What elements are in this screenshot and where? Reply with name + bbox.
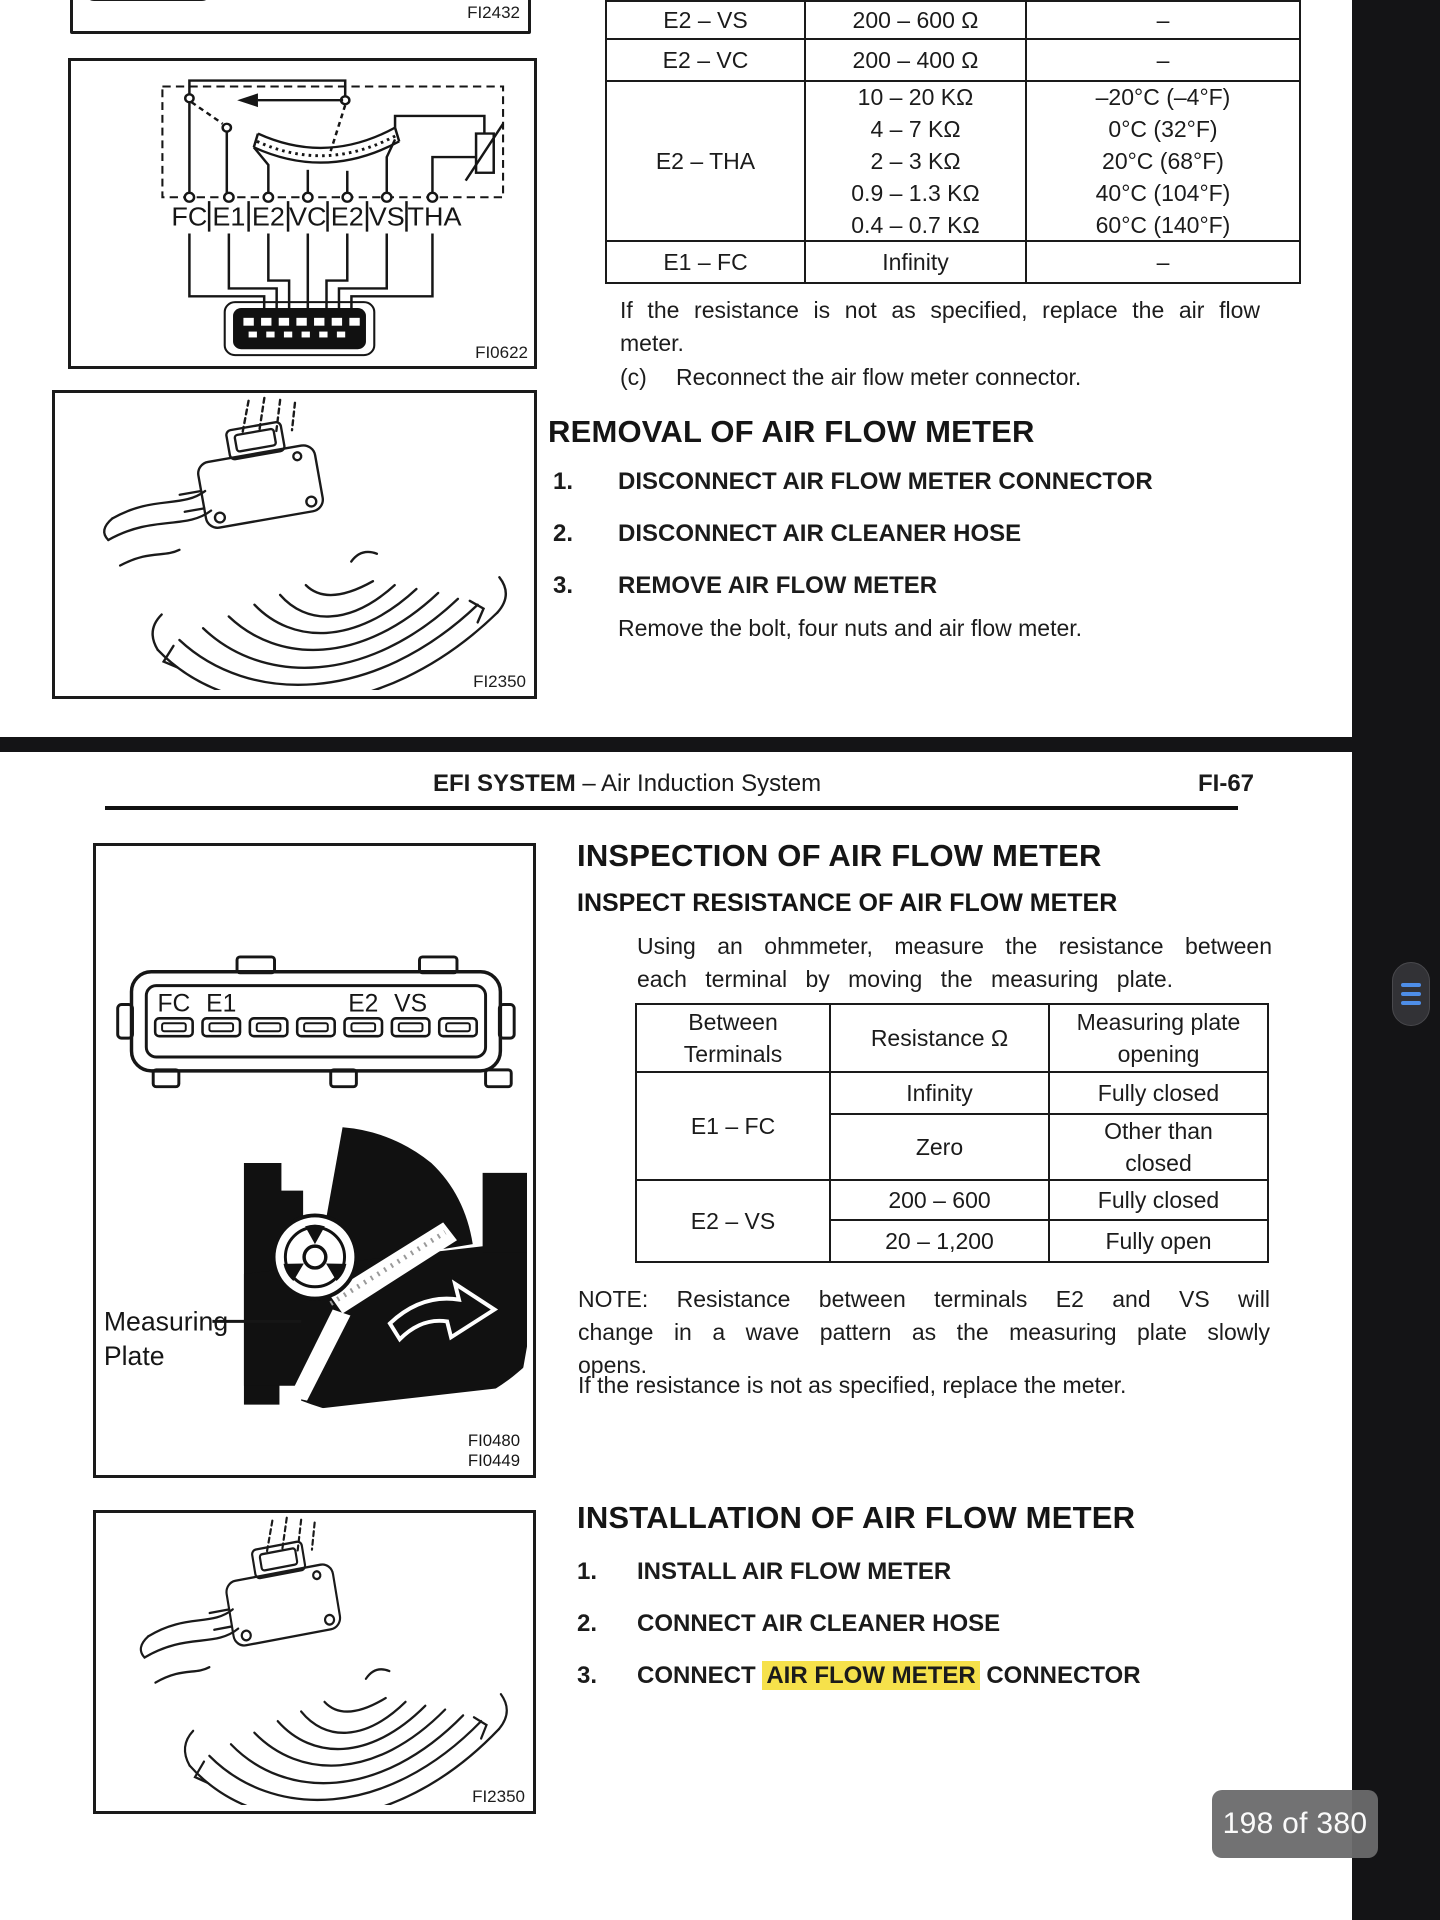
table-cell: –: [1027, 40, 1299, 82]
table-cell: E2 – VS: [637, 1181, 831, 1261]
figure-air-flow-meter-engine-bottom: [93, 1510, 536, 1814]
connector-pin-label: VS: [394, 990, 428, 1018]
step-label: REMOVE AIR FLOW METER: [618, 572, 938, 599]
terminal-label: E2: [330, 202, 364, 232]
terminal-label: VS: [368, 202, 405, 232]
step-label-with-highlight: [637, 1662, 1141, 1690]
value-line: 40°C (104°F): [1095, 180, 1231, 206]
step-label: CONNECT AIR CLEANER HOSE: [637, 1610, 1001, 1637]
table-cell: Fully open: [1105, 1228, 1212, 1254]
header-section-subtitle: – Air Induction System: [575, 770, 822, 797]
engine-illustration: [96, 1513, 527, 1805]
hamburger-menu-icon: [1401, 1001, 1421, 1005]
figure-code: FI2432: [467, 3, 520, 22]
table-cell: E2 – VC: [607, 40, 806, 82]
circuit-terminal-labels: [171, 202, 462, 231]
value-line: 60°C (140°F): [1095, 212, 1231, 238]
terminal-label: FC: [171, 202, 208, 232]
value-line: 0°C (32°F): [1108, 116, 1218, 142]
table-cell: Other than closed: [1050, 1115, 1267, 1181]
table-cell: Fully closed: [1050, 1181, 1267, 1221]
figure-code: FI2350: [472, 1787, 525, 1806]
manual-page-previous: [0, 0, 1352, 737]
step-number: 3.: [577, 1662, 598, 1689]
table-cell-multiline: [806, 82, 1027, 242]
value-line: 4 – 7 KΩ: [870, 116, 961, 142]
inspection-intro-paragraph: Using an ohmmeter, measure the resistance between each terminal by moving the measuring plate.: [637, 933, 1272, 992]
table-cell: 200 – 400 Ω: [806, 40, 1027, 82]
page-number: FI-67: [1198, 770, 1255, 797]
installation-heading: INSTALLATION OF AIR FLOW METER: [577, 1500, 1136, 1535]
circuit-diagram-art: [71, 61, 528, 360]
menu-button[interactable]: [1392, 962, 1430, 1026]
inspection-heading: INSPECTION OF AIR FLOW METER: [577, 838, 1102, 873]
table-cell-multiline: [1027, 82, 1299, 242]
connector-measuring-plate-art: [96, 846, 527, 1469]
step-number: 2.: [577, 1610, 598, 1637]
replace-note-line: If the resistance is not as specified, replace the meter.: [578, 1372, 1127, 1398]
table-cell: 20 – 1,200: [831, 1221, 1050, 1261]
engine-illustration: [55, 393, 528, 690]
value-line: 20°C (68°F): [1102, 148, 1224, 174]
figure-code: FI2350: [473, 672, 526, 691]
table-header: Resistance Ω: [831, 1005, 1050, 1073]
value-line: 2 – 3 KΩ: [870, 148, 961, 174]
value-line: 0.9 – 1.3 KΩ: [851, 180, 980, 206]
figure-code: FI0622: [475, 343, 528, 362]
table-cell: Infinity: [831, 1073, 1050, 1115]
table-header: Between Terminals: [637, 1005, 831, 1073]
step-label: DISCONNECT AIR FLOW METER CONNECTOR: [618, 468, 1153, 495]
resistance-temperature-table: [605, 0, 1301, 284]
terminal-label: E2: [251, 202, 285, 232]
table-cell: 200 – 600: [831, 1181, 1050, 1221]
figure-air-flow-meter-engine: [52, 390, 537, 699]
value-line: 10 – 20 KΩ: [857, 84, 974, 110]
step-text-pre: CONNECT: [637, 1662, 763, 1689]
table-cell: E2 – THA: [607, 82, 806, 242]
step-text-post: CONNECTOR: [979, 1662, 1141, 1689]
page-header: [433, 770, 821, 798]
terminal-label: E1: [212, 202, 246, 232]
step-number: 1.: [553, 468, 574, 495]
page-indicator-badge: 198 of 380: [1212, 1790, 1378, 1858]
hamburger-menu-icon: [1401, 992, 1421, 996]
removal-heading: REMOVAL OF AIR FLOW METER: [548, 414, 1035, 449]
header-rule: [105, 806, 1238, 810]
table-cell: –: [1156, 249, 1170, 275]
figure-partial-connector: [70, 0, 531, 34]
figure-circuit-diagram: [68, 58, 537, 369]
table-cell: –: [1027, 2, 1299, 40]
table-cell: E1 – FC: [607, 242, 806, 282]
table-cell: E2 – VS: [607, 2, 806, 40]
measuring-plate-label-line1: Measuring: [103, 1306, 229, 1337]
measuring-plate-label-line2: Plate: [103, 1340, 165, 1372]
step-number: 2.: [553, 520, 574, 547]
table-cell: 200 – 600 Ω: [806, 2, 1027, 40]
figure-code: FI0480: [467, 1431, 521, 1451]
inspection-table: [635, 1003, 1269, 1263]
step-detail: Remove the bolt, four nuts and air flow meter.: [618, 615, 1083, 641]
table-cell: Fully closed: [1050, 1073, 1267, 1115]
connector-pin-label: E2: [348, 990, 379, 1018]
table-header: Measuring plate opening: [1050, 1005, 1267, 1073]
note-paragraph: NOTE: Resistance between terminals E2 and VS will change in a wave pattern as the measuring plate slowly opens.: [578, 1286, 1270, 1378]
step-number: 3.: [553, 572, 574, 599]
figure-connector-and-measuring-plate: [93, 843, 536, 1478]
table-cell: E1 – FC: [637, 1073, 831, 1181]
connector-pin-label: FC: [157, 990, 191, 1018]
value-line: –20°C (–4°F): [1095, 84, 1231, 110]
terminal-label: THA: [407, 202, 462, 232]
substep-c-label: (c): [620, 364, 647, 390]
step-number: 1.: [577, 1558, 598, 1585]
substep-c-text: Reconnect the air flow meter connector.: [676, 364, 1082, 390]
measuring-plate-cutaway: [244, 1127, 527, 1437]
table-cell: Zero: [831, 1115, 1050, 1181]
terminal-label: VC: [289, 202, 327, 232]
value-line: 0.4 – 0.7 KΩ: [851, 212, 980, 238]
table-cell: Infinity: [806, 242, 1027, 282]
inspection-subheading: INSPECT RESISTANCE OF AIR FLOW METER: [577, 889, 1118, 917]
partial-connector-outline: [85, 0, 211, 1]
header-section-title: EFI SYSTEM: [433, 770, 576, 797]
step-label: DISCONNECT AIR CLEANER HOSE: [618, 520, 1022, 547]
figure-code: FI0449: [467, 1450, 521, 1469]
highlighted-annotation[interactable]: AIR FLOW METER: [762, 1661, 979, 1690]
replace-note-paragraph: If the resistance is not as specified, replace the air flow meter.: [620, 297, 1260, 356]
connector-pin-label: E1: [206, 990, 237, 1018]
step-label: INSTALL AIR FLOW METER: [637, 1558, 952, 1585]
manual-page-current: [0, 752, 1352, 1920]
hamburger-menu-icon: [1401, 983, 1421, 987]
